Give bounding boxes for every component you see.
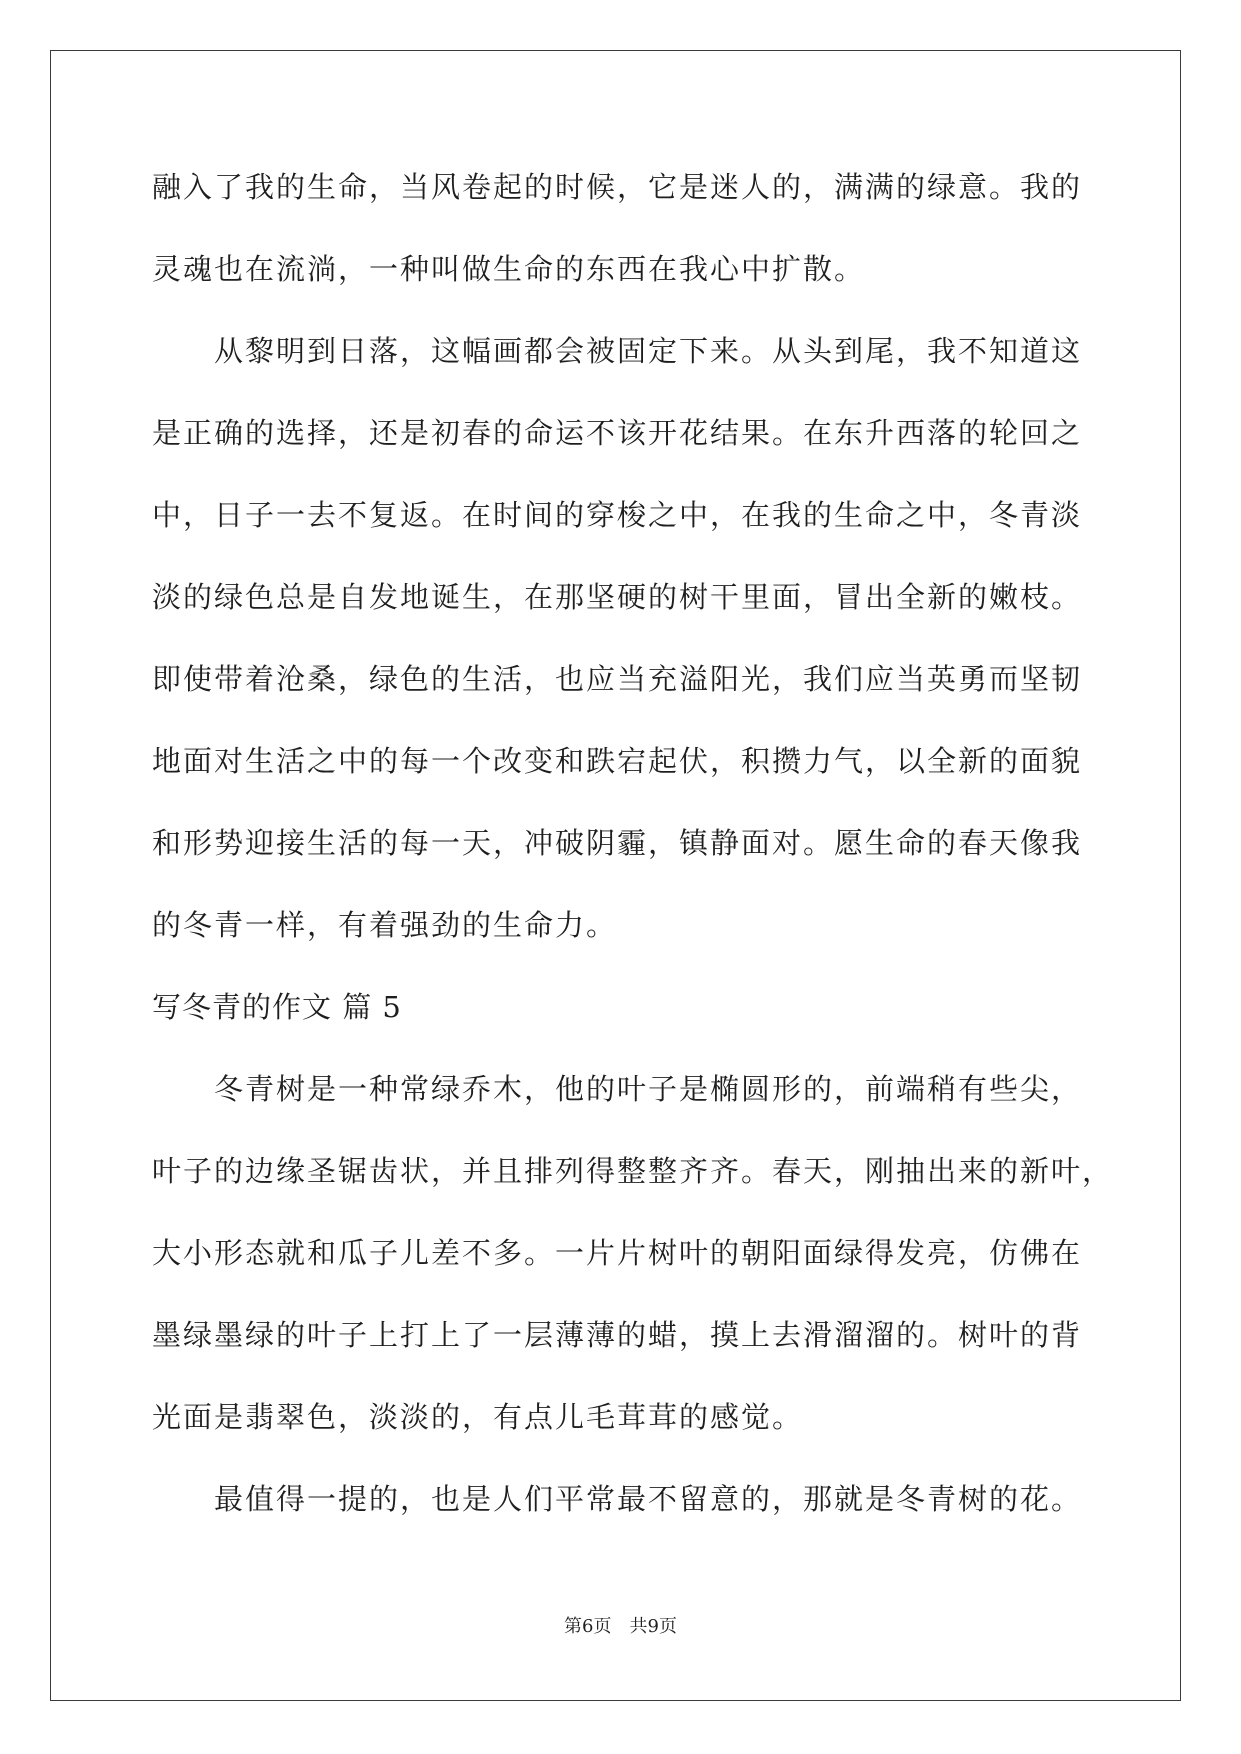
text-line: 的冬青一样，有着强劲的生命力。: [152, 908, 618, 942]
text-line: 最值得一提的，也是人们平常最不留意的，那就是冬青树的花。: [214, 1482, 1083, 1516]
section-heading: 写冬青的作文 篇 5: [152, 990, 402, 1024]
text-line: 即使带着沧桑，绿色的生活，也应当充溢阳光，我们应当英勇而坚韧: [152, 662, 1083, 696]
page-total: 共9页: [629, 1616, 677, 1637]
text-line: 是正确的选择，还是初春的命运不该开花结果。在东升西落的轮回之: [152, 416, 1083, 450]
text-line: 从黎明到日落，这幅画都会被固定下来。从头到尾，我不知道这: [214, 334, 1083, 368]
text-line: 墨绿墨绿的叶子上打上了一层薄薄的蜡，摸上去滑溜溜的。树叶的背: [152, 1318, 1083, 1352]
text-line: 光面是翡翠色，淡淡的，有点儿毛茸茸的感觉。: [152, 1400, 804, 1434]
page-number: 第6页: [564, 1616, 612, 1637]
page-footer: [0, 1612, 1241, 1638]
text-line: 叶子的边缘圣锯齿状，并且排列得整整齐齐。春天，刚抽出来的新叶，: [152, 1154, 1114, 1188]
text-line: 灵魂也在流淌，一种叫做生命的东西在我心中扩散。: [152, 252, 866, 286]
text-line: 大小形态就和瓜子儿差不多。一片片树叶的朝阳面绿得发亮，仿佛在: [152, 1236, 1083, 1270]
text-line: 冬青树是一种常绿乔木，他的叶子是椭圆形的，前端稍有些尖，: [214, 1072, 1083, 1106]
text-line: 地面对生活之中的每一个改变和跌宕起伏，积攒力气，以全新的面貌: [152, 744, 1083, 778]
document-body: [152, 160, 1114, 1554]
text-line: 淡的绿色总是自发地诞生，在那坚硬的树干里面，冒出全新的嫩枝。: [152, 580, 1083, 614]
text-line: 融入了我的生命，当风卷起的时候，它是迷人的，满满的绿意。我的: [152, 170, 1083, 204]
text-line: 和形势迎接生活的每一天，冲破阴霾，镇静面对。愿生命的春天像我: [152, 826, 1083, 860]
text-line: 中，日子一去不复返。在时间的穿梭之中，在我的生命之中，冬青淡: [152, 498, 1083, 532]
